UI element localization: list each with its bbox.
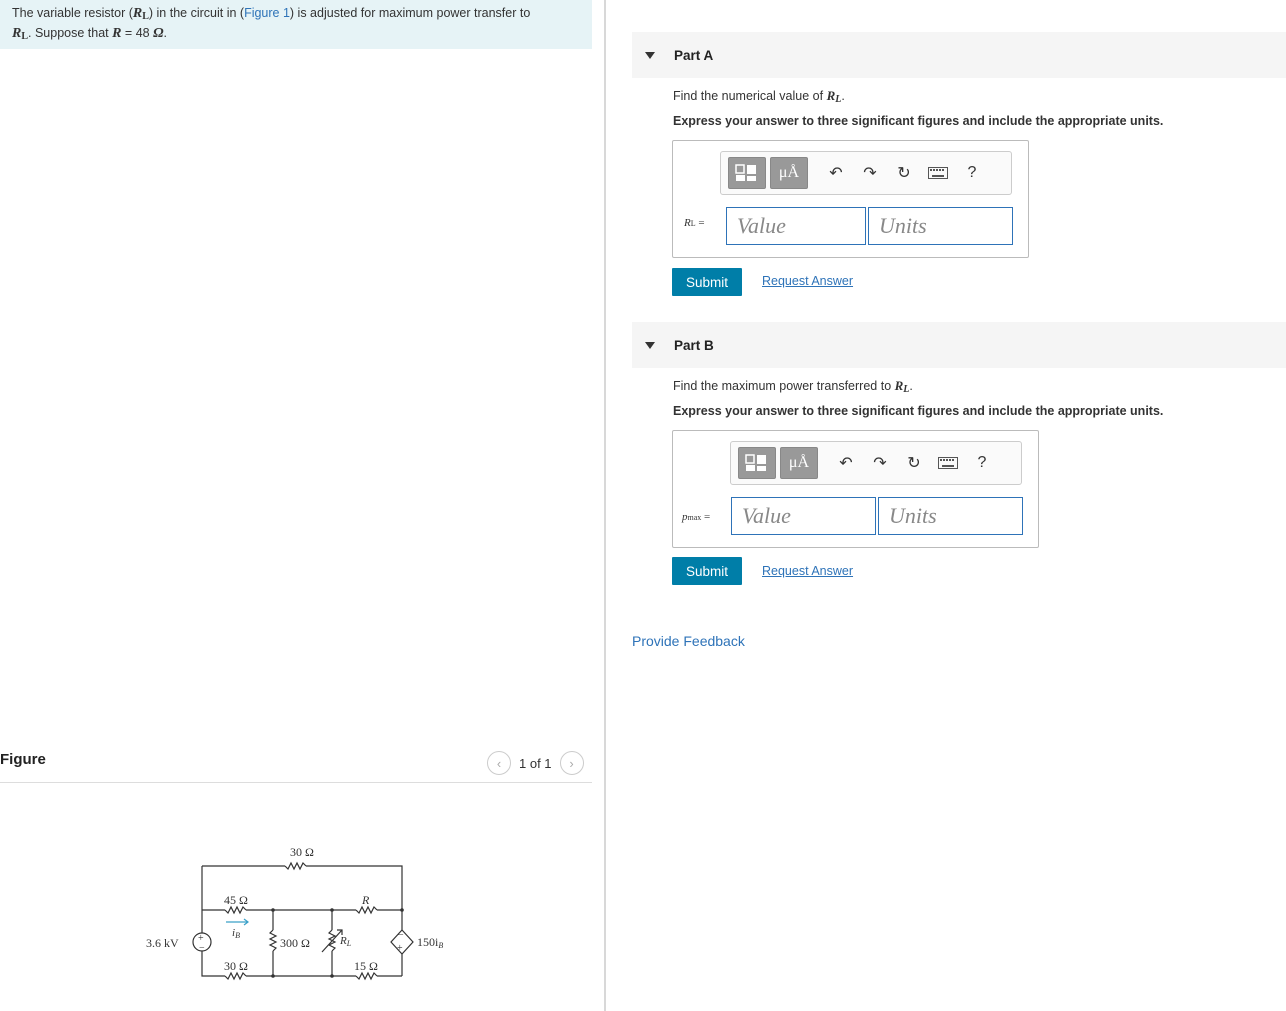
figure-divider — [0, 782, 592, 783]
provide-feedback-link[interactable]: Provide Feedback — [632, 633, 745, 649]
problem-text: . — [163, 26, 168, 40]
part-a-units-input[interactable]: Units — [868, 207, 1013, 245]
label-dep-source: 150iB — [417, 935, 444, 950]
units-icon[interactable]: μÅ — [770, 157, 808, 189]
undo-icon[interactable]: ↶ — [829, 165, 843, 182]
part-a-answer-box — [672, 140, 1029, 258]
label-rl: RL — [340, 935, 352, 948]
reset-icon[interactable]: ↻ — [897, 165, 911, 182]
label-ib: iB — [232, 927, 240, 940]
part-b-submit-button[interactable]: Submit — [672, 557, 742, 585]
part-a-value-input[interactable]: Value — [726, 207, 866, 245]
figure-link[interactable]: Figure 1 — [244, 6, 290, 20]
label-plus: + — [198, 933, 204, 944]
label-30-ohm-top: 30 Ω — [290, 845, 314, 859]
problem-text: . Suppose that — [28, 26, 113, 40]
label-300-ohm: 300 Ω — [280, 936, 310, 950]
help-icon[interactable]: ? — [977, 454, 987, 471]
part-b-units-input[interactable]: Units — [878, 497, 1023, 535]
problem-statement — [0, 0, 592, 49]
rl-symbol: R — [132, 6, 143, 21]
part-a-var-label: RL = — [684, 217, 705, 229]
part-a-instruction: Express your answer to three significant figures and include the appropriate units. — [673, 114, 1164, 128]
part-b-value-input[interactable]: Value — [731, 497, 876, 535]
label-dep-plus: + — [397, 943, 403, 954]
help-icon[interactable]: ? — [967, 164, 977, 181]
problem-text: The variable resistor ( — [12, 6, 133, 20]
chevron-left-icon[interactable]: ‹ — [487, 751, 511, 775]
part-b-question: Find the maximum power transferred to $R_L$. — [673, 378, 913, 395]
part-b-instruction: Express your answer to three significant figures and include the appropriate units. — [673, 404, 1164, 418]
part-b-var-label: pmax = — [682, 511, 711, 523]
r-value: = 48 — [121, 26, 154, 40]
undo-icon[interactable]: ↶ — [839, 455, 853, 472]
label-source: 3.6 kV — [146, 936, 179, 950]
problem-text: ) is adjusted for maximum power transfer to — [289, 6, 531, 20]
label-dep-minus: − — [398, 930, 404, 941]
part-a-submit-button[interactable]: Submit — [672, 268, 742, 296]
part-a-header[interactable] — [632, 32, 1286, 78]
rl-subscript: L — [142, 11, 149, 22]
label-15-ohm: 15 Ω — [354, 959, 378, 973]
collapse-triangle-icon[interactable] — [645, 52, 655, 59]
part-b-toolbar — [730, 441, 1022, 485]
left-panel — [0, 0, 604, 1011]
r-unit: Ω — [153, 26, 164, 41]
rl-subscript: L — [21, 31, 29, 42]
rl-symbol: R — [12, 26, 22, 41]
label-30-ohm-bottom: 30 Ω — [224, 959, 248, 973]
part-a-label: Part A — [674, 47, 714, 63]
figure-title: Figure — [0, 751, 46, 768]
part-a-toolbar — [720, 151, 1012, 195]
column-divider — [604, 0, 606, 1011]
label-minus: − — [199, 943, 205, 954]
keyboard-icon[interactable] — [924, 159, 952, 187]
part-a-question: Find the numerical value of $R_L$. — [673, 88, 845, 105]
templates-icon[interactable] — [738, 447, 776, 479]
figure-pager — [487, 750, 584, 776]
circuit-diagram — [140, 838, 460, 988]
templates-icon[interactable] — [728, 157, 766, 189]
part-b-answer-box — [672, 430, 1039, 548]
label-r: R — [362, 893, 370, 907]
part-b-label: Part B — [674, 337, 714, 353]
part-a-request-answer-link[interactable]: Request Answer — [762, 274, 854, 288]
reset-icon[interactable]: ↻ — [907, 455, 921, 472]
units-icon[interactable]: μÅ — [780, 447, 818, 479]
r-symbol: R — [112, 26, 122, 41]
part-b-request-answer-link[interactable]: Request Answer — [762, 564, 854, 578]
chevron-right-icon[interactable]: › — [560, 751, 584, 775]
label-45-ohm: 45 Ω — [224, 893, 248, 907]
collapse-triangle-icon[interactable] — [645, 342, 655, 349]
redo-icon[interactable]: ↷ — [863, 165, 877, 182]
keyboard-icon[interactable] — [934, 449, 962, 477]
problem-text: ) in the circuit in ( — [148, 6, 245, 20]
redo-icon[interactable]: ↷ — [873, 455, 887, 472]
pager-text: 1 of 1 — [519, 755, 552, 771]
part-b-header[interactable] — [632, 322, 1286, 368]
